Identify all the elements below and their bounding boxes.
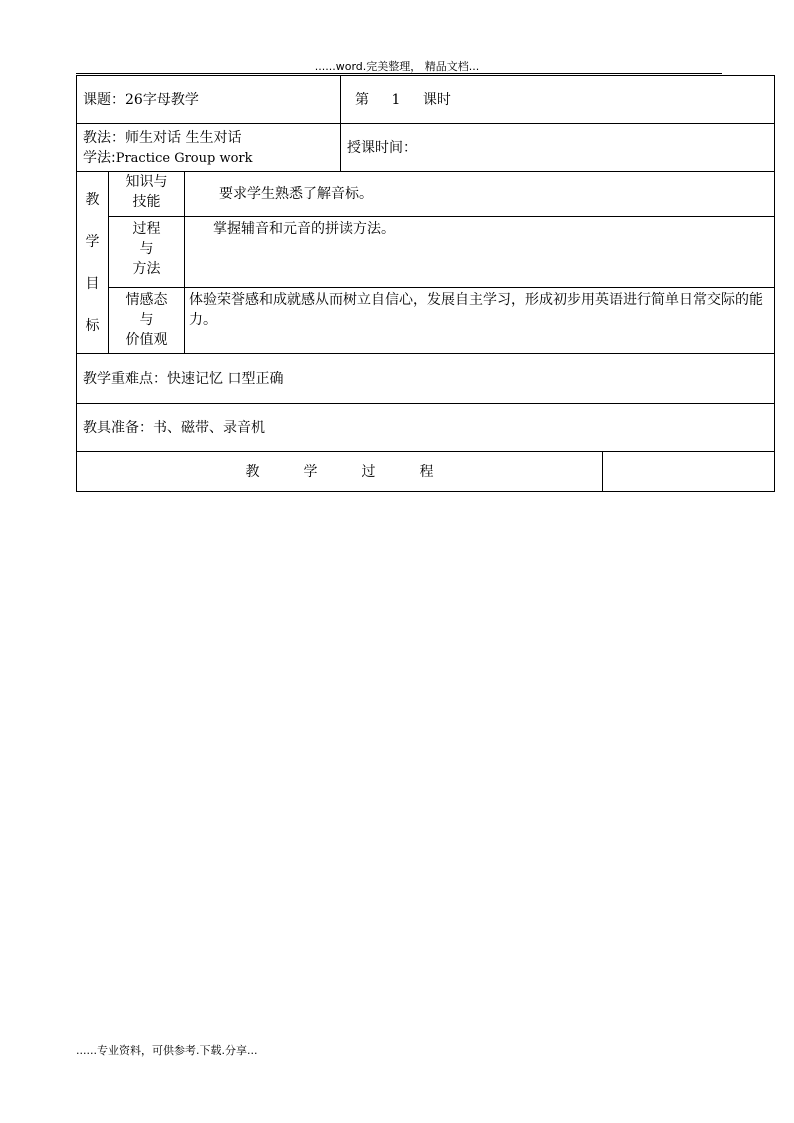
category-line: 技能 [132, 194, 161, 210]
learn-method [83, 148, 340, 169]
teaching-aids-row [77, 404, 775, 452]
objective-category [109, 288, 185, 354]
objective-row-knowledge [77, 172, 775, 217]
process-notes-cell [603, 452, 775, 492]
teach-method [83, 128, 340, 148]
key-points-row [77, 354, 775, 404]
topic-label: 课题： [83, 91, 125, 108]
topic-value: 26字母教学 [125, 91, 199, 108]
category-line: 价值观 [125, 332, 168, 348]
objectives-side-label [77, 172, 109, 354]
process-char: 过 [361, 463, 376, 480]
objective-content [185, 172, 775, 217]
process-title-cell [77, 452, 603, 492]
topic-row [77, 76, 775, 124]
objective-category [109, 172, 185, 217]
objective-category [109, 217, 185, 288]
objective-row-attitude [77, 288, 775, 354]
teaching-aids-value: 书、磁带、录音机 [153, 419, 265, 436]
side-char: 教 [85, 191, 100, 208]
objective-content [185, 217, 775, 288]
category-line: 过程 [132, 221, 161, 237]
topic-cell [77, 76, 341, 124]
objective-text: 掌握辅音和元音的拼读方法。 [213, 221, 395, 237]
learn-method-value: Practice Group work [115, 151, 253, 166]
teaching-aids-label: 教具准备： [83, 419, 153, 436]
lesson-plan-table [76, 75, 775, 492]
class-time-cell [341, 124, 775, 172]
lesson-number-prefix: 第 [355, 91, 370, 108]
process-char: 学 [303, 463, 318, 480]
page-header: ......word.完美整理， 精品文档... [314, 60, 480, 73]
process-char: 教 [245, 463, 260, 480]
method-row [77, 124, 775, 172]
key-points-label: 教学重难点： [83, 370, 167, 387]
category-line: 方法 [132, 261, 161, 277]
category-line: 与 [139, 312, 154, 328]
objective-content [185, 288, 775, 354]
class-time-label: 授课时间： [347, 139, 418, 156]
key-points-cell [77, 354, 775, 404]
category-line: 情感态 [125, 292, 168, 308]
lesson-number-suffix: 课时 [422, 91, 451, 108]
lesson-number: 1 [391, 91, 401, 108]
objective-text: 要求学生熟悉了解音标。 [219, 186, 373, 202]
process-char: 程 [419, 463, 434, 480]
teach-method-label: 教法： [83, 130, 125, 146]
lesson-number-cell [341, 76, 775, 124]
side-char: 目 [85, 275, 100, 292]
teaching-aids-cell [77, 404, 775, 452]
objective-text: 体验荣誉感和成就感从而树立自信心，发展自主学习，形成初步用英语进行简单日常交际的能力。 [189, 292, 763, 328]
key-points-value: 快速记忆 口型正确 [167, 370, 284, 387]
learn-method-label: 学法: [83, 150, 116, 166]
category-line: 与 [139, 241, 154, 257]
teach-method-value: 师生对话 生生对话 [125, 130, 242, 146]
header-rule [76, 73, 722, 74]
side-char: 学 [85, 233, 100, 250]
page-footer: ......专业资料，可供参考.下载.分享... [76, 1044, 258, 1057]
side-char: 标 [85, 317, 100, 334]
method-cell [77, 124, 341, 172]
category-line: 知识与 [125, 174, 168, 190]
process-header-row [77, 452, 775, 492]
objective-row-process [77, 217, 775, 288]
